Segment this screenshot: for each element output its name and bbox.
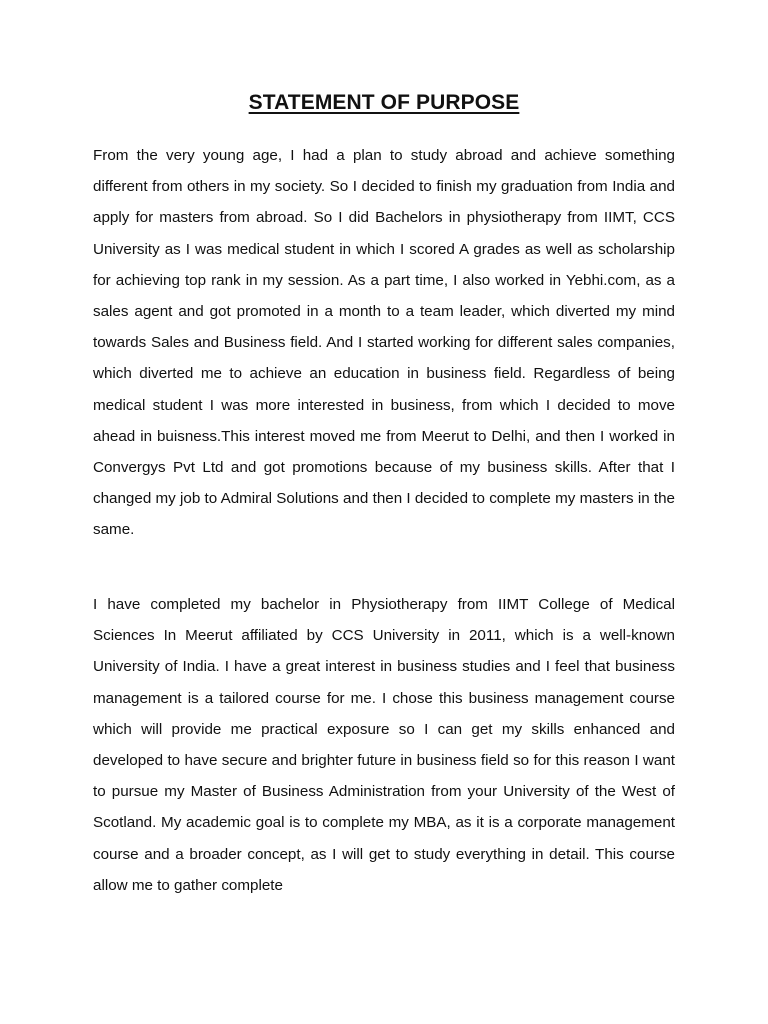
document-title: STATEMENT OF PURPOSE	[248, 91, 520, 114]
paragraph-2: I have completed my bachelor in Physiotherapy from IIMT College of Medical Sciences In Meerut affiliated by CCS University in 2011, which is a well-known University of India. I have a great interest in business studies and I feel that business management is a tailored course for me. I chose this business management course which will provide me practical exposure so I can get my skills enhanced and developed to have secure and brighter future in business field so for this reason I want to pursue my Master of Business Administration from your University of the West of Scotland. My academic goal is to complete my MBA, as it is a corporate management course and a broader concept, as I will get to study everything in detail. This course allow me to gather complete	[93, 596, 675, 894]
paragraph-1: From the very young age, I had a plan to study abroad and achieve something different from others in my society. So I decided to finish my graduation from India and apply for masters from abroad. So I did Bachelors in physiotherapy from IIMT, CCS University as I was medical student in which I scored A grades as well as scholarship for achieving top rank in my session. As a part time, I also worked in Yebhi.com, as a sales agent and got promoted in a month to a team leader, which diverted my mind towards Sales and Business field. And I started working for different sales companies, which diverted me to achieve an education in business field. Regardless of being medical student I was more interested in business, from which I decided to move ahead in buisness.This interest moved me from Meerut to Delhi, and then I worked in Convergys Pvt Ltd and got promotions because of my business skills. After that I changed my job to Admiral Solutions and then I decided to complete my masters in the same.	[93, 147, 675, 539]
